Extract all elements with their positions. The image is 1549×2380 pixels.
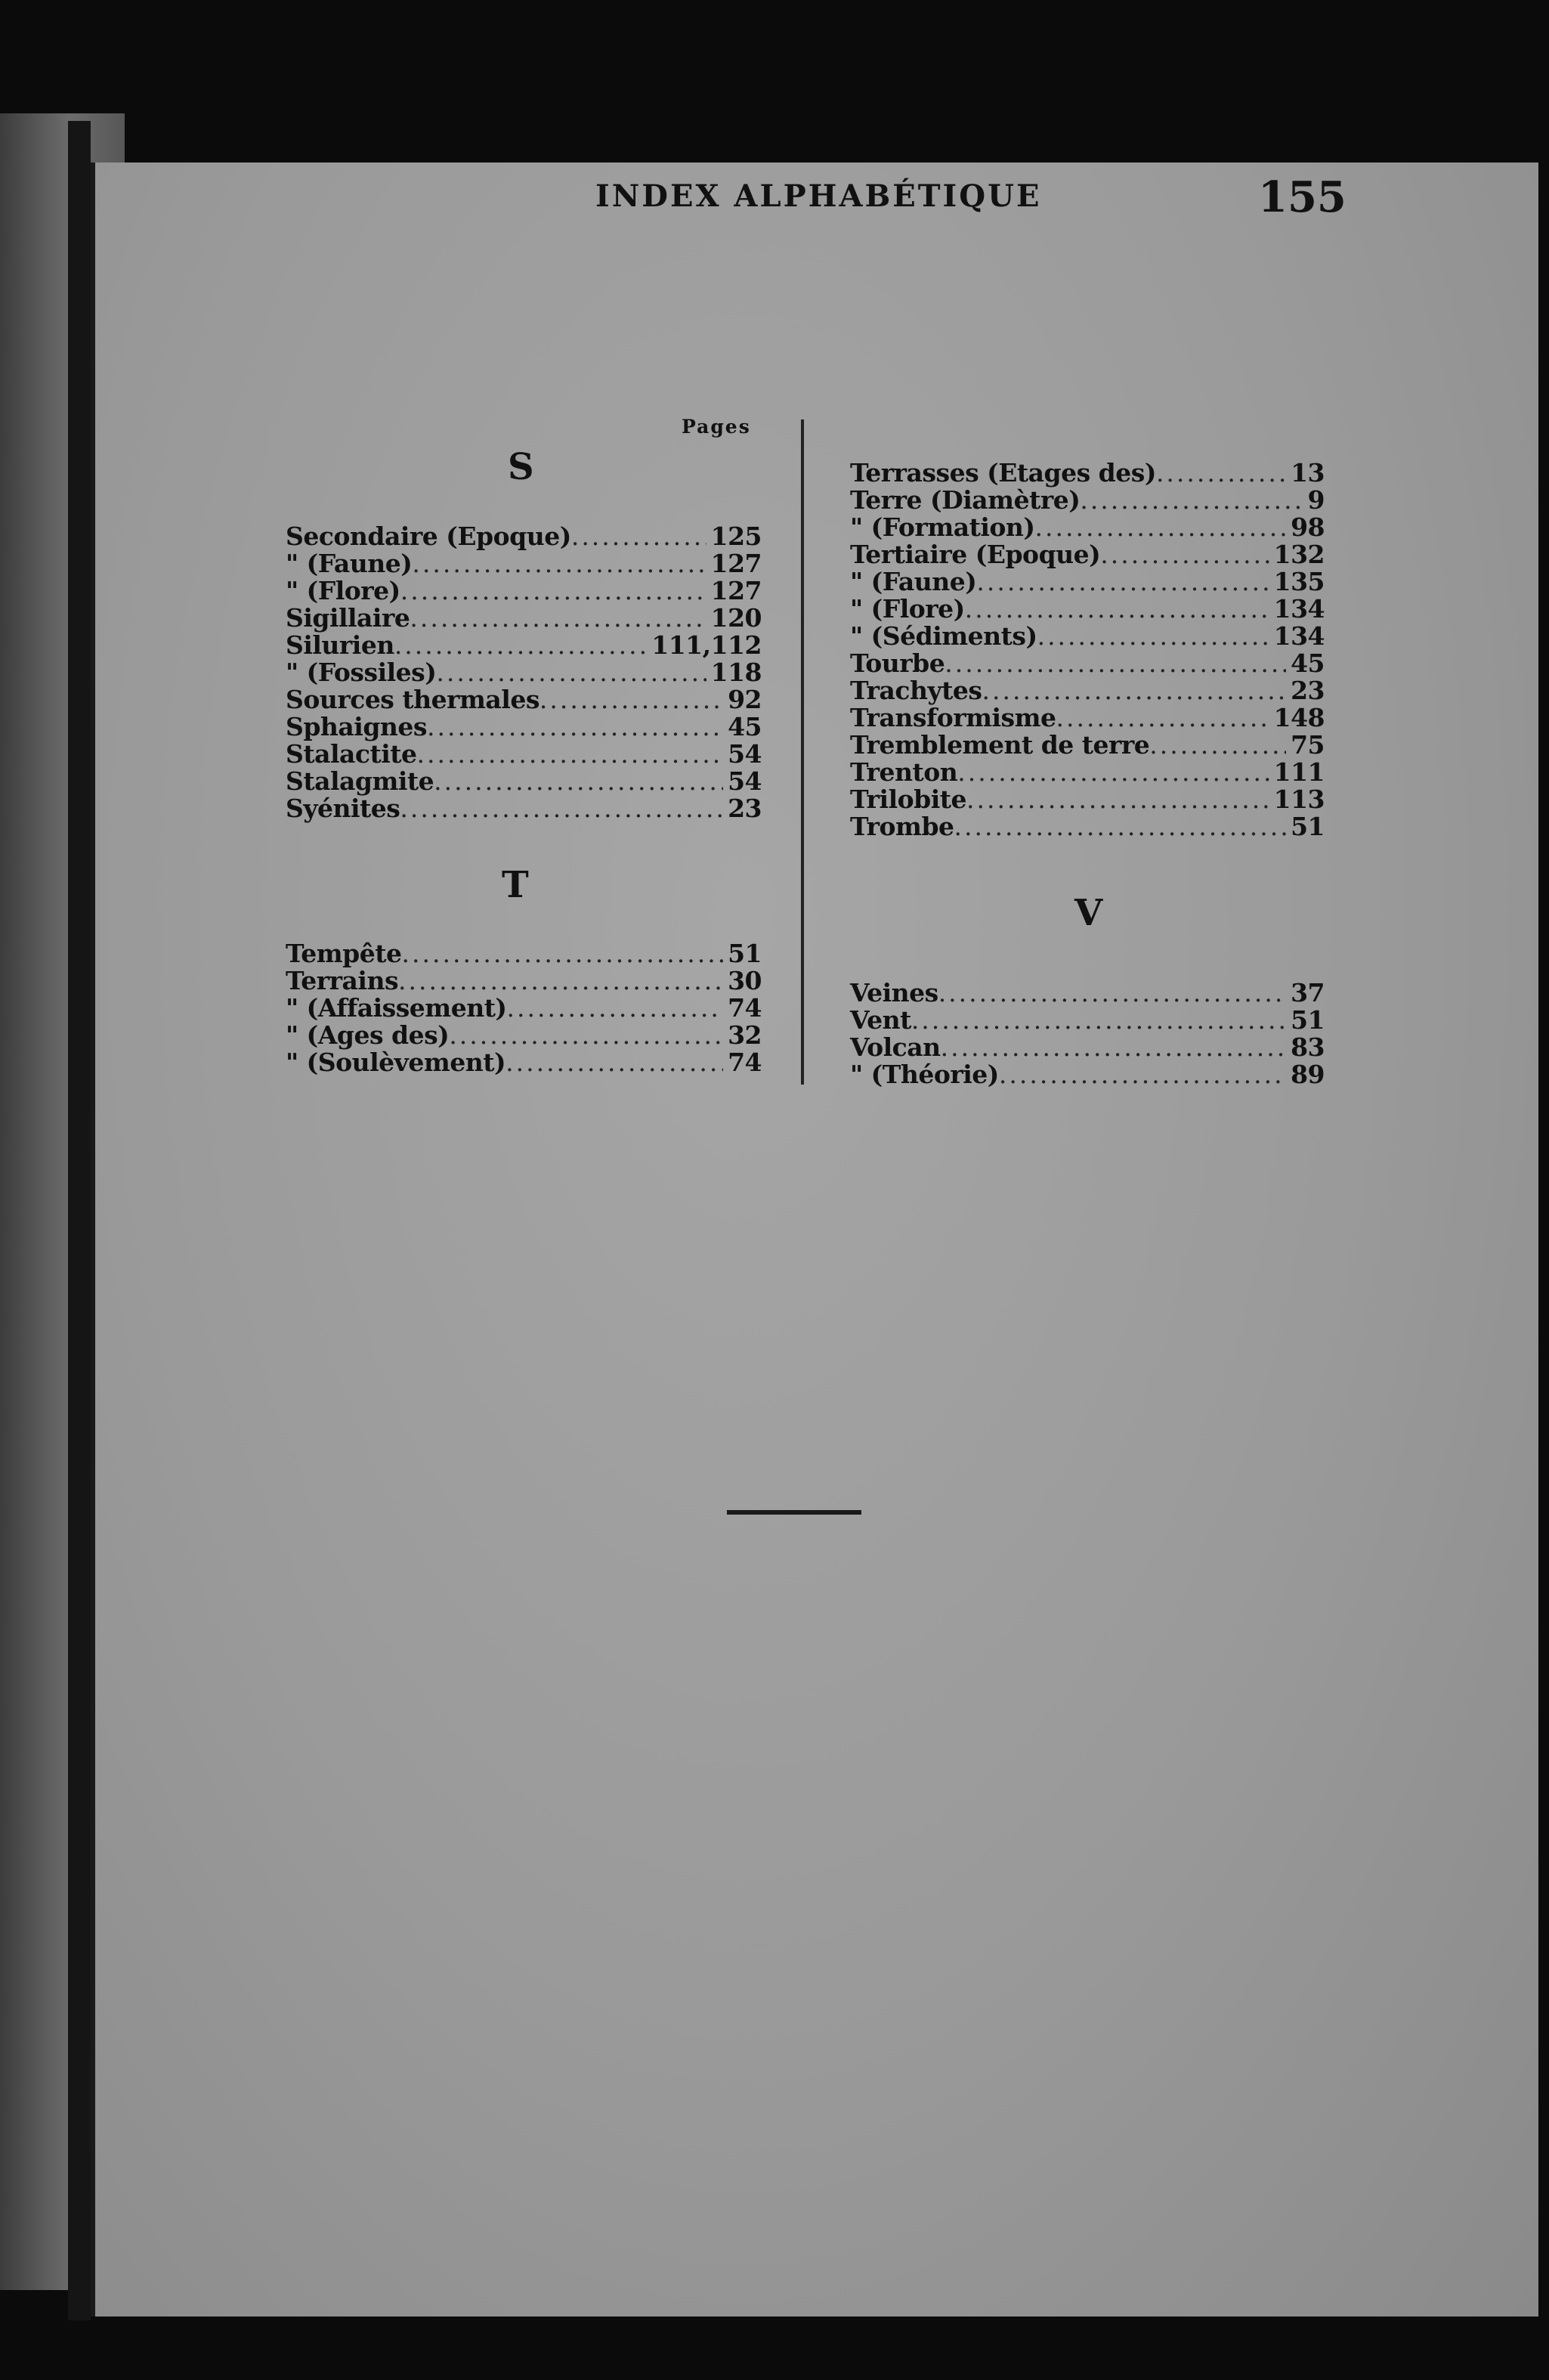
leader-dots xyxy=(999,1061,1286,1088)
leader-dots xyxy=(1080,487,1303,514)
entry-term: Terre (Diamètre) xyxy=(850,485,1081,515)
index-entry xyxy=(286,577,762,605)
leader-dots xyxy=(400,577,706,605)
leader-dots xyxy=(957,759,1269,786)
entry-term: Vent xyxy=(850,1005,911,1035)
leader-dots xyxy=(417,741,724,768)
entry-page: 125 xyxy=(710,521,762,551)
entry-page: 127 xyxy=(710,549,762,578)
page-number: 155 xyxy=(1258,172,1346,222)
index-entry xyxy=(850,786,1325,813)
entry-term: Terrains xyxy=(286,966,399,995)
index-entry xyxy=(286,550,762,577)
entry-term: Terrasses (Etages des) xyxy=(850,458,1156,487)
leader-dots xyxy=(1035,514,1287,541)
entry-page: 54 xyxy=(728,739,762,769)
entry-page: 127 xyxy=(710,576,762,605)
index-entry xyxy=(286,1049,762,1076)
index-entry xyxy=(286,605,762,632)
index-entry xyxy=(286,940,762,967)
entry-term: Syénites xyxy=(286,794,400,823)
index-entry xyxy=(850,704,1325,732)
leader-dots xyxy=(449,1022,723,1049)
entry-term: " (Fossiles) xyxy=(286,658,437,687)
leader-dots xyxy=(945,650,1286,677)
entry-page: 132 xyxy=(1273,540,1325,569)
entry-page: 23 xyxy=(728,794,762,823)
entry-term: Trilobite xyxy=(850,785,966,814)
entry-page: 75 xyxy=(1291,730,1325,760)
index-entry xyxy=(850,487,1325,514)
entry-page: 118 xyxy=(710,658,762,687)
entry-page: 45 xyxy=(728,712,762,741)
leader-dots xyxy=(1037,623,1269,650)
index-entry xyxy=(850,568,1325,596)
index-entry xyxy=(850,1007,1325,1034)
entry-page: 51 xyxy=(1291,812,1325,841)
index-entry xyxy=(286,741,762,768)
page-header xyxy=(0,172,1549,224)
entry-term: Secondaire (Epoque) xyxy=(286,521,571,551)
leader-dots xyxy=(427,713,723,741)
entry-term: Silurien xyxy=(286,630,394,660)
entry-page: 111 xyxy=(1273,757,1325,787)
page-gutter-shadow xyxy=(68,121,91,2320)
index-entry xyxy=(850,541,1325,568)
entry-page: 9 xyxy=(1307,485,1325,515)
leader-dots xyxy=(938,980,1286,1007)
index-entry xyxy=(850,980,1325,1007)
entry-term: " (Flore) xyxy=(850,594,965,624)
index-list-v xyxy=(850,980,1325,1088)
entry-term: Sigillaire xyxy=(286,603,410,633)
section-letter-s: S xyxy=(508,446,534,488)
index-entry xyxy=(286,1022,762,1049)
leader-dots xyxy=(954,813,1287,840)
index-entry xyxy=(850,759,1325,786)
section-letter-t: T xyxy=(502,864,529,906)
pages-column-label: Pages xyxy=(682,416,751,438)
entry-page: 51 xyxy=(728,939,762,968)
end-rule xyxy=(727,1510,861,1515)
index-entry xyxy=(850,596,1325,623)
entry-page: 37 xyxy=(1291,978,1325,1007)
leader-dots xyxy=(571,523,706,550)
entry-term: Stalagmite xyxy=(286,766,434,796)
leader-dots xyxy=(976,568,1269,596)
leader-dots xyxy=(400,795,723,822)
entry-page: 45 xyxy=(1291,648,1325,678)
index-entry xyxy=(286,523,762,550)
leader-dots xyxy=(506,1049,723,1076)
index-entry xyxy=(850,623,1325,650)
leader-dots xyxy=(507,995,724,1022)
entry-page: 89 xyxy=(1291,1060,1325,1089)
index-entry xyxy=(286,632,762,659)
entry-page: 148 xyxy=(1273,703,1325,732)
leader-dots xyxy=(434,768,723,795)
index-list-t-left xyxy=(286,940,762,1076)
entry-term: Tremblement de terre xyxy=(850,730,1150,760)
entry-term: " (Faune) xyxy=(850,567,977,596)
entry-page: 98 xyxy=(1291,512,1325,542)
entry-term: " (Faune) xyxy=(286,549,413,578)
entry-term: " (Affaissement) xyxy=(286,993,507,1023)
entry-term: Trombe xyxy=(850,812,954,841)
entry-page: 51 xyxy=(1291,1005,1325,1035)
column-divider xyxy=(801,419,804,1085)
entry-page: 120 xyxy=(710,603,762,633)
entry-page: 74 xyxy=(728,1048,762,1077)
index-entry xyxy=(286,768,762,795)
index-entry xyxy=(286,795,762,822)
leader-dots xyxy=(436,659,706,686)
entry-page: 113 xyxy=(1273,785,1325,814)
entry-page: 92 xyxy=(728,685,762,714)
index-entry xyxy=(850,732,1325,759)
index-list-t-right xyxy=(850,460,1325,840)
leader-dots xyxy=(966,786,1269,813)
index-entry xyxy=(286,659,762,686)
entry-page: 111,112 xyxy=(651,630,762,660)
leader-dots xyxy=(941,1034,1286,1061)
index-entry xyxy=(850,460,1325,487)
leader-dots xyxy=(540,686,723,713)
leader-dots xyxy=(1149,732,1286,759)
index-list-s xyxy=(286,523,762,822)
entry-term: Tempête xyxy=(286,939,402,968)
entry-term: Veines xyxy=(850,978,938,1007)
leader-dots xyxy=(1156,460,1286,487)
entry-term: Volcan xyxy=(850,1032,941,1062)
entry-page: 74 xyxy=(728,993,762,1023)
entry-page: 134 xyxy=(1273,594,1325,624)
entry-term: Transformisme xyxy=(850,703,1056,732)
entry-term: Sphaignes xyxy=(286,712,427,741)
entry-term: " (Théorie) xyxy=(850,1060,999,1089)
entry-page: 135 xyxy=(1273,567,1325,596)
index-entry xyxy=(850,813,1325,840)
entry-term: " (Ages des) xyxy=(286,1020,450,1050)
leader-dots xyxy=(402,940,724,967)
entry-page: 134 xyxy=(1273,621,1325,651)
index-entry xyxy=(286,995,762,1022)
leader-dots xyxy=(394,632,647,659)
index-entry xyxy=(850,650,1325,677)
leader-dots xyxy=(398,967,723,995)
index-entry xyxy=(850,1061,1325,1088)
index-entry xyxy=(850,677,1325,704)
entry-term: Sources thermales xyxy=(286,685,540,714)
running-title: INDEX ALPHABÉTIQUE xyxy=(595,178,1042,214)
index-entry xyxy=(850,514,1325,541)
entry-term: Trachytes xyxy=(850,676,982,705)
index-entry xyxy=(286,967,762,995)
entry-term: " (Flore) xyxy=(286,576,400,605)
section-letter-v: V xyxy=(1074,892,1103,934)
index-entry xyxy=(850,1034,1325,1061)
entry-page: 23 xyxy=(1291,676,1325,705)
index-entry xyxy=(286,686,762,713)
leader-dots xyxy=(412,550,706,577)
entry-page: 30 xyxy=(728,966,762,995)
entry-term: Tertiaire (Epoque) xyxy=(850,540,1101,569)
entry-term: " (Sédiments) xyxy=(850,621,1037,651)
leader-dots xyxy=(965,596,1269,623)
entry-term: Trenton xyxy=(850,757,958,787)
leader-dots xyxy=(410,605,706,632)
leader-dots xyxy=(982,677,1287,704)
entry-page: 13 xyxy=(1291,458,1325,487)
entry-page: 83 xyxy=(1291,1032,1325,1062)
leader-dots xyxy=(1100,541,1269,568)
leader-dots xyxy=(1056,704,1269,732)
entry-page: 54 xyxy=(728,766,762,796)
index-entry xyxy=(286,713,762,741)
entry-page: 32 xyxy=(728,1020,762,1050)
entry-term: " (Soulèvement) xyxy=(286,1048,506,1077)
entry-term: Tourbe xyxy=(850,648,945,678)
entry-term: Stalactite xyxy=(286,739,417,769)
entry-term: " (Formation) xyxy=(850,512,1035,542)
leader-dots xyxy=(911,1007,1286,1034)
